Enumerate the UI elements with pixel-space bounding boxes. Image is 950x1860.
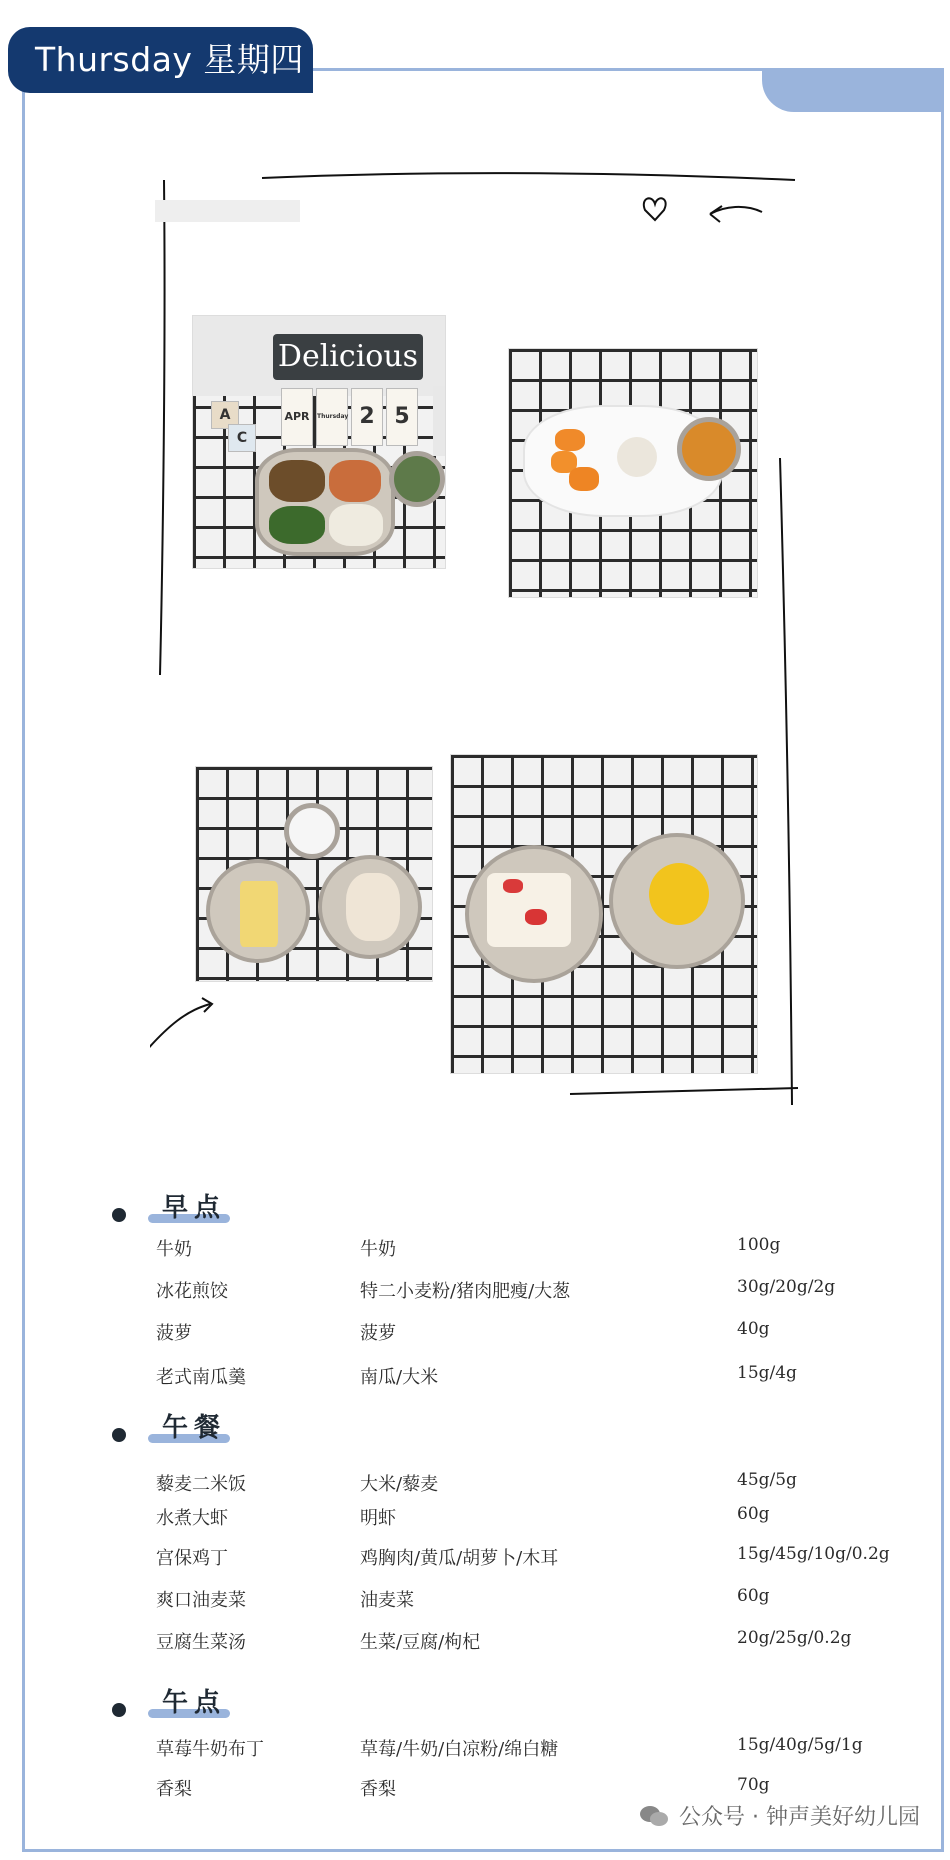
corner-decoration (762, 68, 944, 112)
footer-text: 公众号 · 钟声美好幼儿园 (679, 1805, 920, 1830)
footer-watermark (639, 1800, 920, 1831)
photo-pumpkin (508, 348, 758, 598)
divided-plate (255, 448, 395, 556)
menu-ingredients: 菠萝 (360, 1323, 396, 1344)
toy-block-c: C (228, 424, 256, 452)
menu-amount: 40g (737, 1319, 770, 1339)
menu-amount: 15g/4g (737, 1363, 797, 1383)
date-card-month: APR (281, 388, 313, 446)
menu-ingredients: 大米/藜麦 (360, 1474, 439, 1495)
menu-ingredients: 明虾 (360, 1508, 396, 1529)
menu-amount: 45g/5g (737, 1470, 797, 1490)
menu-amount: 70g (737, 1775, 770, 1795)
menu-dish: 豆腐生菜汤 (156, 1632, 246, 1653)
menu-ingredients: 特二小麦粉/猪肉肥瘦/大葱 (360, 1281, 571, 1302)
photo-collage (150, 170, 800, 1120)
arrow-icon (150, 998, 212, 1070)
menu-ingredients: 油麦菜 (360, 1590, 414, 1611)
toy-block-a: A (211, 401, 239, 429)
pumpkin-soup-bowl (677, 417, 741, 481)
photo-pudding (450, 754, 758, 1074)
menu-row (0, 1277, 950, 1311)
menu-amount: 100g (737, 1235, 781, 1255)
arrow-left-icon (710, 206, 762, 222)
menu-row (0, 1544, 950, 1578)
menu-dish: 香梨 (156, 1779, 192, 1800)
menu-dish: 水煮大虾 (156, 1508, 228, 1529)
menu-ingredients: 牛奶 (360, 1239, 396, 1260)
menu-amount: 15g/45g/10g/0.2g (737, 1544, 890, 1564)
photo-lunch (192, 315, 446, 569)
menu-dish: 菠萝 (156, 1323, 192, 1344)
section-bullet (112, 1428, 126, 1442)
section-title: 早点 (162, 1193, 227, 1223)
menu-row (0, 1586, 950, 1620)
menu-row (0, 1628, 950, 1662)
menu-dish: 爽口油麦菜 (156, 1590, 246, 1611)
menu-amount: 60g (737, 1586, 770, 1606)
section-bullet (112, 1703, 126, 1717)
soup-bowl (389, 451, 445, 507)
menu-row (0, 1735, 950, 1769)
heart-icon (644, 198, 666, 220)
section-bullet (112, 1208, 126, 1222)
day-header: Thursday 星期四 (8, 27, 313, 93)
pear-plate (609, 833, 745, 969)
delicious-board: Delicious (273, 334, 423, 380)
menu-row (0, 1504, 950, 1538)
section-title: 午餐 (162, 1413, 227, 1443)
milk-cup (284, 803, 340, 859)
menu-row (0, 1470, 950, 1504)
menu-amount: 15g/40g/5g/1g (737, 1735, 863, 1755)
menu-dish: 宫保鸡丁 (156, 1548, 228, 1569)
dumpling-plate (318, 855, 422, 959)
menu-ingredients: 鸡胸肉/黄瓜/胡萝卜/木耳 (360, 1548, 559, 1569)
menu-amount: 30g/20g/2g (737, 1277, 836, 1297)
menu-ingredients: 香梨 (360, 1779, 396, 1800)
pudding-plate (465, 845, 603, 983)
section-title: 午点 (162, 1688, 227, 1718)
menu-dish: 草莓牛奶布丁 (156, 1739, 264, 1760)
menu-amount: 60g (737, 1504, 770, 1524)
chef-figurine (433, 386, 446, 456)
date-card-weekday: Thursday (316, 388, 348, 446)
menu-ingredients: 生菜/豆腐/枸杞 (360, 1632, 481, 1653)
menu-row (0, 1363, 950, 1397)
menu-ingredients: 南瓜/大米 (360, 1367, 439, 1388)
menu-amount: 20g/25g/0.2g (737, 1628, 852, 1648)
menu-dish: 藜麦二米饭 (156, 1474, 246, 1495)
menu-dish: 牛奶 (156, 1239, 192, 1260)
menu-row (0, 1319, 950, 1353)
photo-dumplings (195, 766, 433, 982)
menu-dish: 冰花煎饺 (156, 1281, 228, 1302)
date-card-digit-2: 5 (386, 388, 418, 446)
wechat-icon (639, 1805, 669, 1827)
menu-dish: 老式南瓜羹 (156, 1367, 246, 1388)
date-card-digit-1: 2 (351, 388, 383, 446)
menu-ingredients: 草莓/牛奶/白凉粉/绵白糖 (360, 1739, 559, 1760)
pineapple-plate (206, 859, 310, 963)
menu-row (0, 1235, 950, 1269)
